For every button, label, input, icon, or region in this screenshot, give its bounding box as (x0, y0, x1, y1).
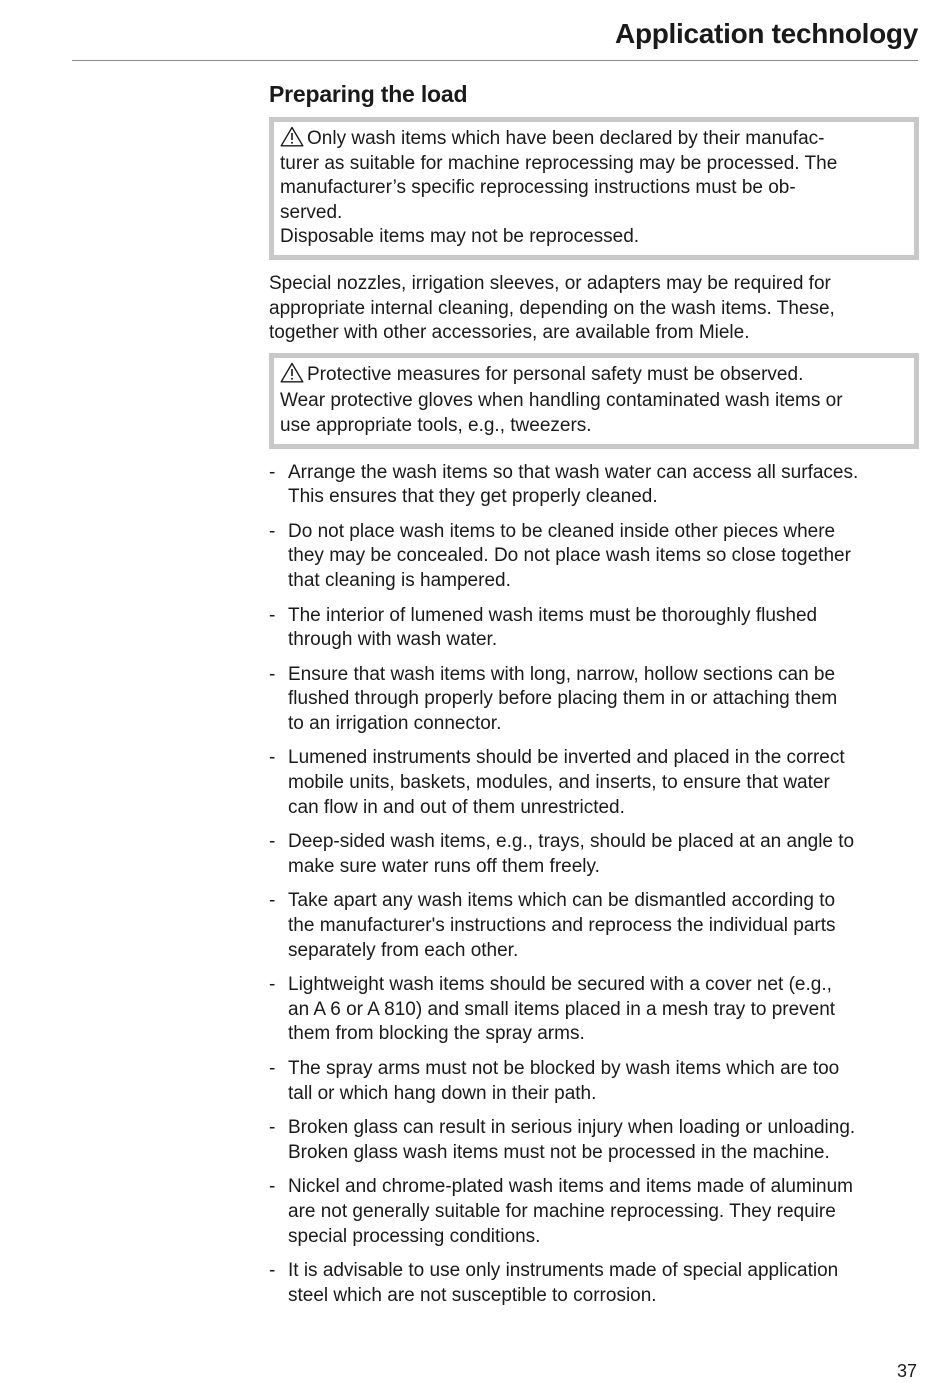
list-dash: - (269, 1058, 276, 1079)
list-item-line: them from blocking the spray arms. (288, 1023, 585, 1045)
page-title: Application technology (615, 18, 918, 49)
list-item (269, 461, 919, 510)
list-item-line: Broken glass wash items must not be processed in the machine. (288, 1141, 830, 1163)
list-item-line: It is advisable to use only instruments made of special application (288, 1260, 839, 1282)
list-dash: - (269, 461, 276, 483)
list-item-line: This ensures that they get properly cleaned. (288, 486, 658, 508)
warning-triangle-icon (280, 126, 304, 147)
list-item-line: flushed through properly before placing them in or attaching them (288, 688, 838, 710)
list-item (269, 520, 919, 594)
list-item-line: Broken glass can result in serious injury when loading or unloading. (288, 1117, 856, 1139)
list-item-line: the manufacturer's instructions and reprocess the individual parts (288, 915, 836, 937)
list-item-line: that cleaning is hampered. (288, 569, 511, 591)
warning-heading: Protective measures for personal safety must be observed. (307, 363, 804, 385)
list-item (269, 663, 919, 737)
list-item (269, 604, 919, 653)
list-item-line: Deep-sided wash items, e.g., trays, should be placed at an angle to (288, 831, 855, 853)
list-dash: - (269, 1260, 276, 1282)
list-item-line: are not generally suitable for machine reprocessing. They require (288, 1200, 836, 1222)
list-item (269, 1175, 919, 1249)
warning-line: Disposable items may not be reprocessed. (280, 226, 640, 248)
list-item (269, 1057, 919, 1106)
list-dash: - (269, 747, 276, 769)
warning-triangle-icon (280, 362, 304, 383)
list-item (269, 746, 919, 820)
warning-line: served. (280, 201, 343, 223)
list-item (269, 1259, 919, 1308)
intro-paragraph (269, 272, 919, 346)
list-item-line: The interior of lumened wash items must be thoroughly flushed (288, 604, 818, 626)
list-dash: - (269, 604, 276, 626)
warning-line: Only wash items which have been declared by their manufac- (307, 128, 825, 149)
list-item-line: mobile units, baskets, modules, and inserts, to ensure that water (288, 772, 830, 794)
warning-line: turer as suitable for machine reprocessing may be processed. The (280, 152, 838, 174)
list-item (269, 1116, 919, 1165)
list-dash: - (269, 974, 276, 996)
list-item (269, 973, 919, 1047)
list-dash: - (269, 890, 276, 912)
loading-instructions-list (269, 461, 919, 1309)
warning-box-reprocessing (269, 117, 919, 260)
intro-line: appropriate internal cleaning, depending on the wash items. These, (269, 297, 835, 319)
list-item-line: can flow in and out of them unrestricted. (288, 796, 625, 818)
page-header (72, 18, 918, 61)
list-item-line: to an irrigation connector. (288, 712, 502, 734)
warning-box-safety (269, 353, 919, 449)
list-item-line: Ensure that wash items with long, narrow, hollow sections can be (288, 663, 836, 685)
list-dash: - (269, 1117, 276, 1139)
list-item-line: Nickel and chrome-plated wash items and items made of aluminum (288, 1176, 853, 1198)
list-item-line: they may be concealed. Do not place wash items so close together (288, 545, 851, 567)
list-dash: - (269, 520, 276, 542)
list-item (269, 889, 919, 963)
list-item-line: Take apart any wash items which can be dismantled according to (288, 890, 836, 912)
list-item-line: Do not place wash items to be cleaned inside other pieces where (288, 520, 836, 542)
list-dash: - (269, 831, 276, 853)
list-dash: - (269, 663, 276, 685)
list-item-line: Lumened instruments should be inverted and placed in the correct (288, 747, 845, 769)
section-title: Preparing the load (269, 81, 468, 107)
list-item-line: separately from each other. (288, 939, 519, 961)
intro-line: together with other accessories, are available from Miele. (269, 322, 750, 344)
warning-line: Wear protective gloves when handling contaminated wash items or (280, 390, 843, 412)
list-item-line: through with wash water. (288, 629, 498, 651)
list-item (269, 830, 919, 879)
intro-line: Special nozzles, irrigation sleeves, or adapters may be required for (269, 272, 831, 294)
main-content (269, 78, 919, 1318)
list-item-line: The spray arms must not be blocked by wash items which are too (288, 1058, 840, 1079)
list-dash: - (269, 1176, 276, 1198)
list-item-line: special processing conditions. (288, 1225, 541, 1247)
warning-line: use appropriate tools, e.g., tweezers. (280, 414, 592, 436)
list-item-line: tall or which hang down in their path. (288, 1082, 597, 1104)
list-item-line: Lightweight wash items should be secured with a cover net (e.g., (288, 974, 832, 996)
warning-line: manufacturer’s specific reprocessing instructions must be ob- (280, 177, 796, 199)
list-item-line: make sure water runs off them freely. (288, 855, 600, 877)
list-item-line: Arrange the wash items so that wash water can access all surfaces. (288, 461, 859, 483)
list-item-line: an A 6 or A 810) and small items placed in a mesh tray to prevent (288, 998, 836, 1020)
list-item-line: steel which are not susceptible to corrosion. (288, 1284, 657, 1306)
page-number: 37 (896, 1361, 917, 1381)
